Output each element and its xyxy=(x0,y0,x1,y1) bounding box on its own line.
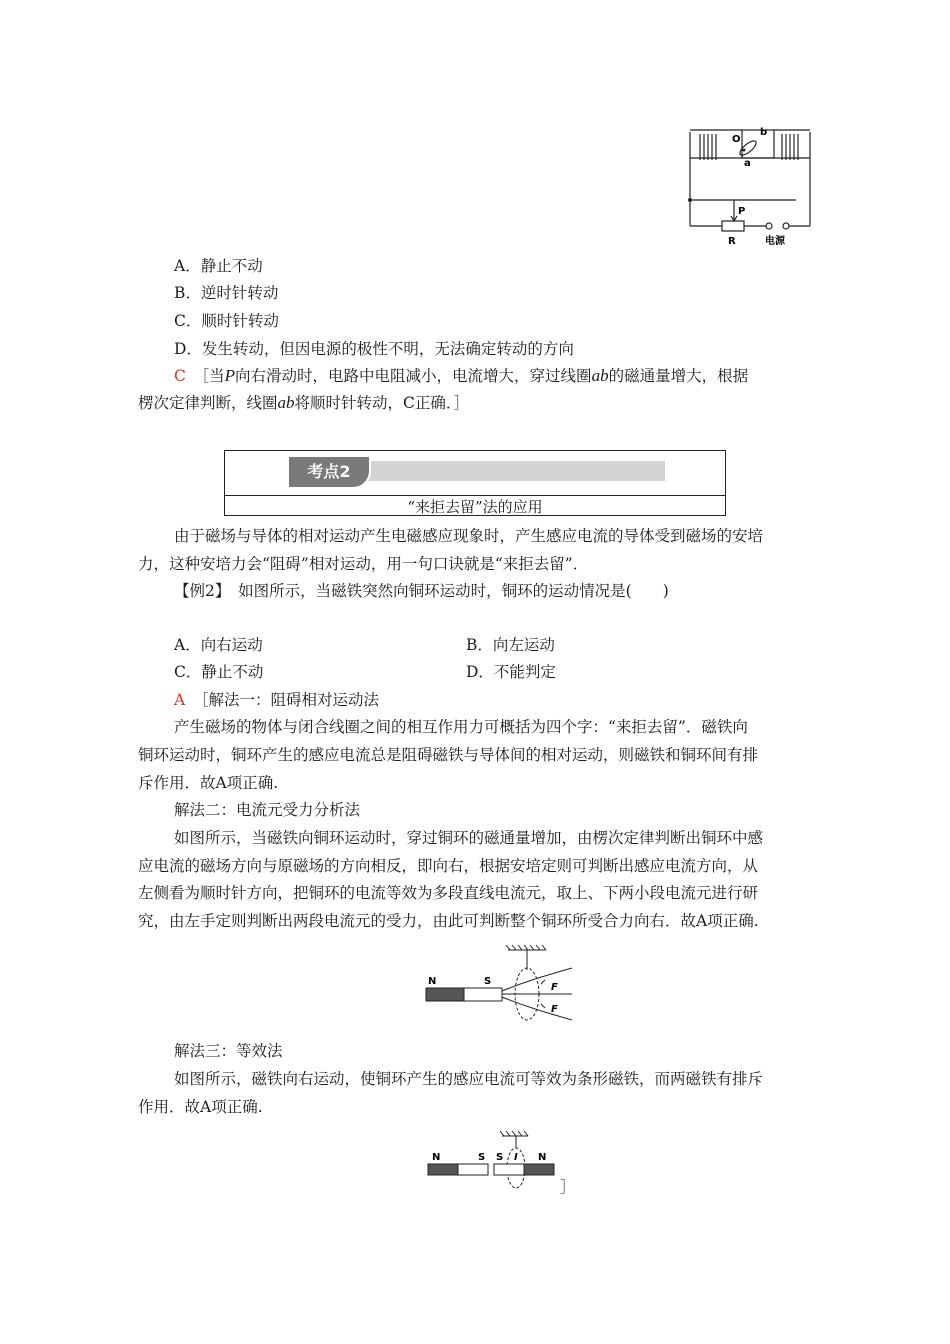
coil-circuit-figure xyxy=(686,124,814,248)
kaodian-header xyxy=(224,450,726,516)
fig2-label-n: N xyxy=(428,976,437,987)
fig2-label-f-top: F xyxy=(551,982,558,993)
method1-line2: 铜环运动时，铜环产生的感应电流总是阻碍磁铁与导体间的相对运动，则磁铁和铜环间有排 xyxy=(138,746,759,764)
kaodian-badge: 考点2 xyxy=(287,455,371,489)
method1-line3: 斥作用．故A项正确. xyxy=(138,774,279,792)
method1-line1: 产生磁场的物体与闭合线圈之间的相互作用力可概括为四个字：“来拒去留”．磁铁向 xyxy=(174,718,748,736)
label-a: a xyxy=(744,158,751,169)
answer-2-method1-title: A ［解法一：阻碍相对运动法 xyxy=(174,691,379,709)
option-2a: A．向右运动 xyxy=(174,636,263,654)
label-o: O xyxy=(732,134,741,145)
method2-line1: 如图所示，当磁铁向铜环运动时，穿过铜环的磁通量增加，由楞次定律判断出铜环中感 xyxy=(174,829,764,847)
method3-title: 解法三：等效法 xyxy=(174,1042,283,1060)
kaodian-divider xyxy=(225,495,725,496)
intro-line2: 力，这种安培力会“阻碍”相对运动，用一句口诀就是“来拒去留”． xyxy=(138,555,589,573)
kaodian-subtitle: “来拒去留”法的应用 xyxy=(407,498,543,516)
fig3-label-n1: N xyxy=(432,1152,441,1163)
method3-line2: 作用．故A项正确. xyxy=(138,1098,263,1116)
fig3-label-s1: S xyxy=(478,1152,486,1163)
option-1a: A．静止不动 xyxy=(174,257,263,275)
fig2-label-f-bottom: F xyxy=(551,1004,558,1015)
option-1b: B．逆时针转动 xyxy=(174,284,279,302)
equivalent-magnet-figure xyxy=(426,1130,558,1190)
option-2b: B．向左运动 xyxy=(466,636,555,654)
answer-2-close: ］ xyxy=(560,1178,576,1196)
label-r: R xyxy=(728,236,736,247)
option-2d: D．不能判定 xyxy=(466,663,556,681)
answer-1-letter: C xyxy=(174,367,186,385)
answer-1-line1: C ［当P向右滑动时，电路中电阻减小，电流增大，穿过线圈ab的磁通量增大，根据 xyxy=(174,366,749,385)
example-2-stem: 【例2】 如图所示，当磁铁突然向铜环运动时，铜环的运动情况是( ) xyxy=(174,582,669,600)
method2-line3: 左侧看为顺时针方向，把铜环的电流等效为多段直线电流元，取上、下两小段电流元进行研 xyxy=(138,884,759,902)
magnet-ring-force-figure xyxy=(424,944,574,1028)
option-2c: C．静止不动 xyxy=(174,663,264,681)
example-2-label: 【例2】 xyxy=(174,582,223,600)
fig3-label-n2: N xyxy=(538,1152,547,1163)
option-1d: D．发生转动，但因电源的极性不明，无法确定转动的方向 xyxy=(174,340,574,358)
method2-line2: 应电流的磁场方向与原磁场的方向相反，即向右，根据安培定则可判断出感应电流方向，从 xyxy=(138,857,759,875)
label-b: b xyxy=(760,127,768,138)
method2-line4: 究，由左手定则判断出两段电流元的受力，由此可判断整个铜环所受合力向右．故A项正确. xyxy=(138,912,759,930)
intro-line1: 由于磁场与导体的相对运动产生电磁感应现象时，产生感应电流的导体受到磁场的安培 xyxy=(174,527,764,545)
fig2-label-s: S xyxy=(484,976,492,987)
fig3-label-s2: S xyxy=(496,1152,504,1163)
answer-2-letter: A xyxy=(174,691,186,709)
fig3-label-i: I xyxy=(514,1152,518,1163)
method2-title: 解法二：电流元受力分析法 xyxy=(174,801,361,819)
method3-line1: 如图所示，磁铁向右运动，使铜环产生的感应电流可等效为条形磁铁，而两磁铁有排斥 xyxy=(174,1070,764,1088)
label-p: P xyxy=(738,206,746,217)
label-power-source: 电源 xyxy=(765,236,785,247)
option-1c: C．顺时针转动 xyxy=(174,312,279,330)
answer-1-line2: 楞次定律判断，线圈ab将顺时针转动，C正确．］ xyxy=(138,393,470,412)
